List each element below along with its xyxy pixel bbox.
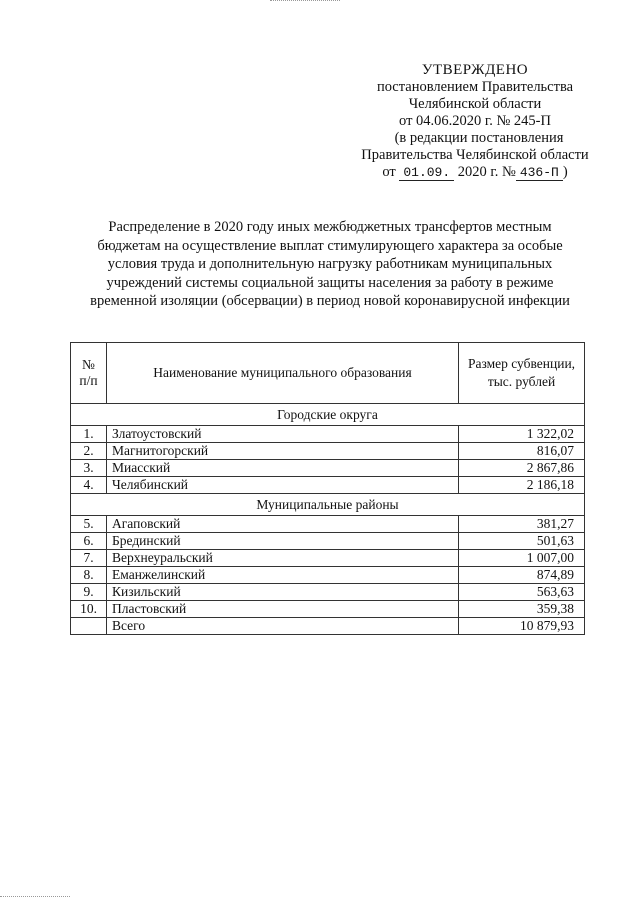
approval-edition-line — [340, 164, 610, 181]
table-row — [71, 460, 585, 477]
table-header-row — [71, 343, 585, 404]
cell-num: 5. — [71, 516, 107, 533]
cell-name: Верхнеуральский — [107, 550, 459, 567]
year-text: 2020 г. — [457, 164, 499, 180]
cell-amount: 563,63 — [459, 584, 585, 601]
handwritten-date: 01.09. — [399, 166, 454, 181]
cell-num: 9. — [71, 584, 107, 601]
cell-amount: 874,89 — [459, 567, 585, 584]
cell-name: Златоустовский — [107, 426, 459, 443]
cell-num — [71, 618, 107, 635]
handwritten-number: 436-П — [516, 166, 563, 181]
cell-amount: 381,27 — [459, 516, 585, 533]
cell-num: 2. — [71, 443, 107, 460]
approval-block — [340, 62, 610, 181]
scan-artifact-top — [270, 0, 340, 3]
distribution-table — [70, 342, 585, 635]
cell-amount: 2 867,86 — [459, 460, 585, 477]
approval-line: Правительства Челябинской области — [361, 147, 589, 163]
cell-name: Челябинский — [107, 477, 459, 494]
document-title: Распределение в 2020 году иных межбюджетных трансфертов местным бюджетам на осуществление выплат стимулирующего характера за особые условия труда и дополнительную нагрузку работникам муниципальных учреждений системы социальной защиты населения за работу в режиме временной изоляции (обсервации) в период новой коронавирусной инфекции — [90, 219, 570, 309]
cell-name: Магнитогорский — [107, 443, 459, 460]
cell-num: 1. — [71, 426, 107, 443]
cell-num: 4. — [71, 477, 107, 494]
approval-heading: УТВЕРЖДЕНО — [421, 62, 529, 78]
table-row — [71, 550, 585, 567]
approval-line: (в редакции постановления — [394, 130, 564, 146]
closing-paren: ) — [562, 164, 568, 180]
total-row — [71, 618, 585, 635]
cell-num: 8. — [71, 567, 107, 584]
cell-amount: 1 322,02 — [459, 426, 585, 443]
group-title: Муниципальные районы — [71, 494, 585, 516]
cell-num: 3. — [71, 460, 107, 477]
header-amount: Размер субвенции, тыс. рублей — [459, 343, 585, 404]
approval-line: Челябинской области — [408, 96, 542, 112]
approval-line: постановлением Правительства — [376, 79, 574, 95]
table-row — [71, 567, 585, 584]
scan-artifact-bottom — [0, 896, 70, 899]
total-amount: 10 879,93 — [459, 618, 585, 635]
cell-name: Еманжелинский — [107, 567, 459, 584]
cell-amount: 816,07 — [459, 443, 585, 460]
group-row — [71, 494, 585, 516]
group-row — [71, 404, 585, 426]
cell-amount: 359,38 — [459, 601, 585, 618]
group-title: Городские округа — [71, 404, 585, 426]
table-row — [71, 516, 585, 533]
table-row — [71, 477, 585, 494]
header-name: Наименование муниципального образования — [107, 343, 459, 404]
table-row — [71, 584, 585, 601]
date-prefix: от — [382, 164, 396, 180]
cell-name: Агаповский — [107, 516, 459, 533]
total-label: Всего — [107, 618, 459, 635]
cell-num: 6. — [71, 533, 107, 550]
cell-name: Брединский — [107, 533, 459, 550]
cell-name: Миасский — [107, 460, 459, 477]
cell-amount: 1 007,00 — [459, 550, 585, 567]
header-num: № п/п — [71, 343, 107, 404]
cell-num: 10. — [71, 601, 107, 618]
number-prefix: № — [501, 164, 516, 180]
table-row — [71, 533, 585, 550]
cell-name: Пластовский — [107, 601, 459, 618]
cell-num: 7. — [71, 550, 107, 567]
cell-name: Кизильский — [107, 584, 459, 601]
table-row — [71, 426, 585, 443]
cell-amount: 501,63 — [459, 533, 585, 550]
approval-line: от 04.06.2020 г. № 245-П — [399, 113, 551, 129]
table-row — [71, 601, 585, 618]
cell-amount: 2 186,18 — [459, 477, 585, 494]
table-row — [71, 443, 585, 460]
